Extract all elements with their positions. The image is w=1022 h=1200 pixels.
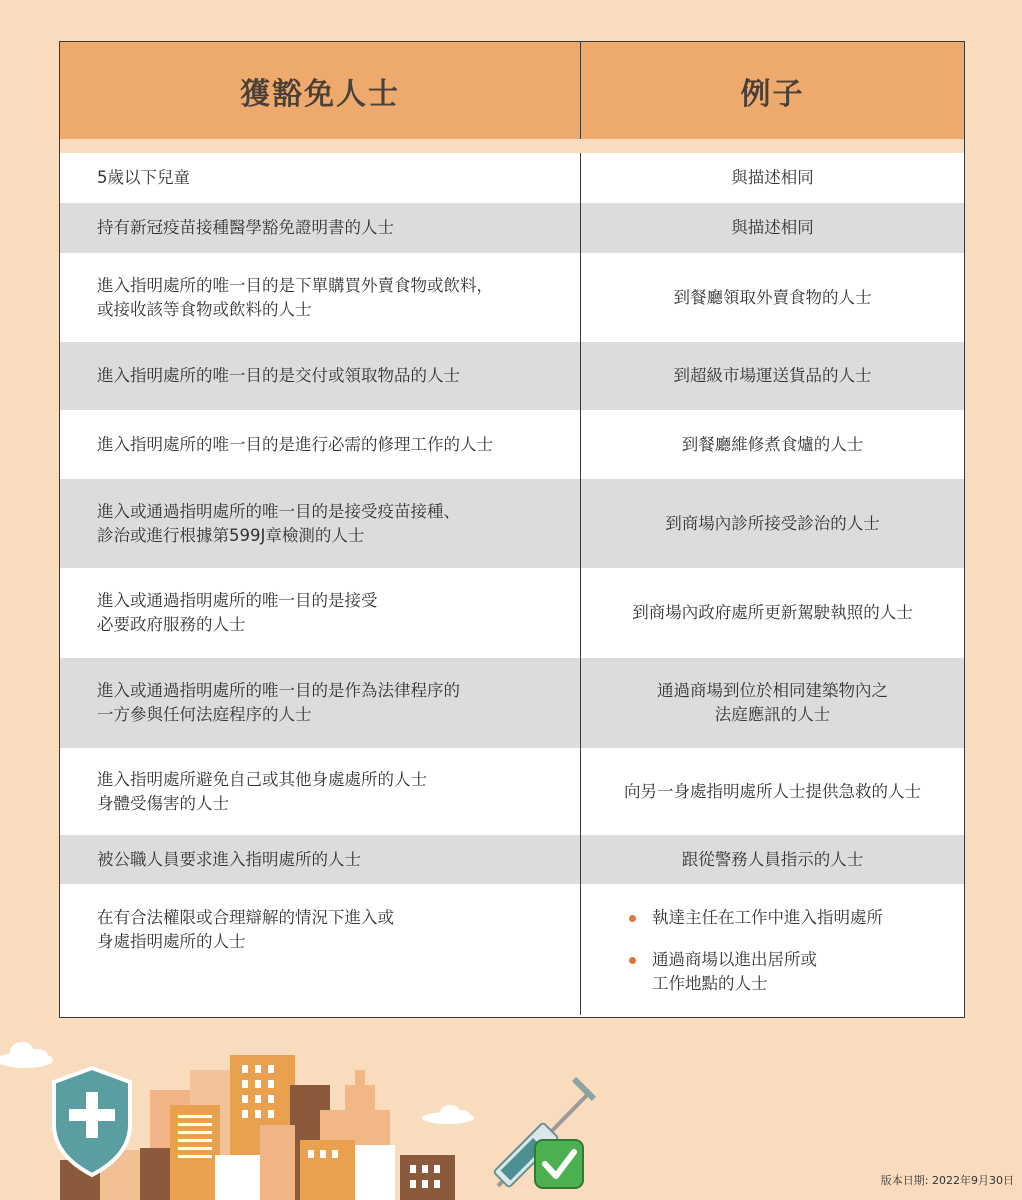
cell-text: 身處指明處所的人士 bbox=[97, 932, 246, 951]
exempted-person-cell bbox=[60, 884, 581, 1015]
cell-text: 到商場內診所接受診治的人士 bbox=[665, 513, 880, 533]
cell-text: 與描述相同 bbox=[731, 168, 814, 187]
table-row bbox=[60, 835, 964, 884]
example-cell bbox=[581, 835, 964, 884]
table-row bbox=[60, 203, 964, 253]
cell-text: 到商場內政府處所更新駕駛執照的人士 bbox=[632, 603, 913, 622]
cell-text: 進入指明處所的唯一目的是下單購買外賣食物或飲料， bbox=[97, 275, 493, 295]
example-cell bbox=[581, 658, 964, 748]
table-body bbox=[60, 153, 964, 1015]
example-cell bbox=[581, 568, 964, 658]
table-row bbox=[60, 658, 964, 748]
city-illustration bbox=[0, 1030, 1022, 1200]
cell-text: 到超級市場運送貨品的人士 bbox=[673, 366, 872, 385]
bullet-dot-icon bbox=[629, 957, 636, 964]
table-row bbox=[60, 253, 964, 342]
cell-text: 與描述相同 bbox=[731, 218, 814, 237]
cell-text: 必要政府服務的人士 bbox=[97, 615, 246, 634]
bullet-item bbox=[629, 906, 883, 930]
table-header bbox=[60, 42, 964, 153]
exempted-person-cell bbox=[60, 342, 581, 410]
example-cell bbox=[581, 203, 964, 253]
cell-text: 診治或進行根據第599J章檢測的人士 bbox=[97, 525, 365, 545]
table-row bbox=[60, 410, 964, 479]
cell-text: 法庭應訊的人士 bbox=[714, 705, 831, 724]
exempted-person-cell bbox=[60, 153, 581, 203]
cell-text: 進入指明處所的唯一目的是進行必需的修理工作的人士 bbox=[97, 434, 493, 454]
bullet-item bbox=[629, 948, 817, 996]
cell-text: 在有合法權限或合理辯解的情況下進入或 bbox=[97, 908, 394, 927]
check-icon bbox=[535, 1140, 583, 1188]
example-cell bbox=[581, 253, 964, 342]
header-exempted-persons: 獲豁免人士 bbox=[60, 42, 581, 139]
cell-text: 進入指明處所的唯一目的是交付或領取物品的人士 bbox=[97, 366, 460, 385]
cell-text: 到餐廳領取外賣食物的人士 bbox=[673, 287, 872, 307]
version-date: 版本日期: 2022年9月30日 bbox=[880, 1174, 1014, 1187]
example-cell bbox=[581, 748, 964, 835]
cell-text: 進入或通過指明處所的唯一目的是作為法律程序的 bbox=[97, 681, 460, 700]
cell-text: 向另一身處指明處所人士提供急救的人士 bbox=[624, 781, 921, 801]
exemption-table bbox=[59, 41, 965, 1018]
table-row bbox=[60, 153, 964, 203]
cell-text: 進入指明處所避免自己或其他身處處所的人士 bbox=[97, 769, 427, 789]
cell-text: 跟從警務人員指示的人士 bbox=[681, 849, 864, 869]
example-cell bbox=[581, 884, 964, 1015]
cell-text: 執達主任在工作中進入指明處所 bbox=[652, 908, 883, 927]
cell-text: 到餐廳維修煮食爐的人士 bbox=[681, 434, 864, 454]
cell-text: 通過商場到位於相同建築物內之 bbox=[657, 681, 888, 700]
example-cell bbox=[581, 153, 964, 203]
cell-text: 進入或通過指明處所的唯一目的是接受 bbox=[97, 591, 378, 610]
cell-text: 5歲以下兒童 bbox=[97, 168, 190, 187]
cell-text: 工作地點的人士 bbox=[652, 974, 768, 993]
exempted-person-cell bbox=[60, 203, 581, 253]
header-examples: 例子 bbox=[740, 76, 805, 112]
table-row bbox=[60, 884, 964, 1015]
table-row bbox=[60, 568, 964, 658]
example-cell bbox=[581, 410, 964, 479]
bullet-dot-icon bbox=[629, 915, 636, 922]
table-row bbox=[60, 479, 964, 568]
cloud-icon bbox=[422, 1105, 474, 1124]
exempted-person-cell bbox=[60, 410, 581, 479]
cell-text: 或接收該等食物或飲料的人士 bbox=[97, 299, 312, 319]
exempted-person-cell bbox=[60, 253, 581, 342]
cell-text: 通過商場以進出居所或 bbox=[652, 950, 817, 969]
cell-text: 持有新冠疫苗接種醫學豁免證明書的人士 bbox=[97, 218, 394, 237]
exempted-person-cell bbox=[60, 748, 581, 835]
table-row bbox=[60, 748, 964, 835]
cloud-icon bbox=[0, 1042, 53, 1068]
exempted-person-cell bbox=[60, 658, 581, 748]
cell-text: 身體受傷害的人士 bbox=[97, 793, 229, 813]
cell-text: 被公職人員要求進入指明處所的人士 bbox=[97, 849, 361, 869]
example-cell bbox=[581, 342, 964, 410]
cell-text: 一方參與任何法庭程序的人士 bbox=[97, 705, 312, 724]
exempted-person-cell bbox=[60, 479, 581, 568]
exempted-person-cell bbox=[60, 568, 581, 658]
cell-text: 進入或通過指明處所的唯一目的是接受疫苗接種、 bbox=[97, 501, 460, 521]
example-cell bbox=[581, 479, 964, 568]
table-row bbox=[60, 342, 964, 410]
exempted-person-cell bbox=[60, 835, 581, 884]
